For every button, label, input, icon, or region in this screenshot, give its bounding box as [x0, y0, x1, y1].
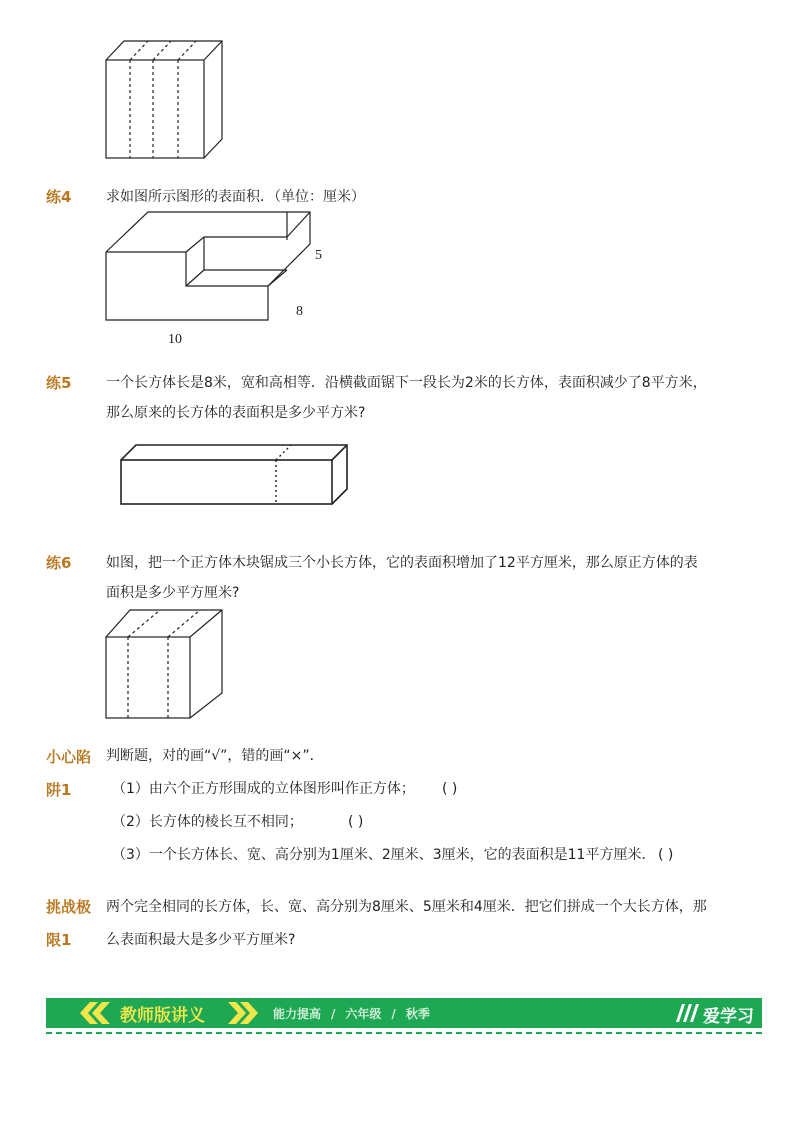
footer-dashed-divider [46, 1032, 762, 1034]
aixuexi-logo-icon [674, 1002, 702, 1024]
challenge-line1: 两个完全相同的长方体，长、宽、高分别为8厘米、5厘米和4厘米．把它们拼成一个大长方体，那 [106, 899, 707, 915]
trap-label-line1: 小心陷 [46, 748, 92, 766]
trap-item-3-blank: ( ) [658, 847, 674, 863]
trap-item-3-text: （3）一个长方体长、宽、高分别为1厘米、2厘米、3厘米，它的表面积是11平方厘米． [112, 847, 656, 863]
exercise-6-line2: 面积是多少平方厘米? [106, 585, 240, 601]
exercise-6-line1: 如图，把一个正方体木块锯成三个小长方体，它的表面积增加了12平方厘米，那么原正方体的表 [106, 555, 698, 571]
exercise-5-label: 练5 [46, 374, 72, 392]
exercise-6-label: 练6 [46, 554, 72, 572]
dimension-length: 10 [168, 332, 182, 347]
trap-label-line2: 阱1 [46, 781, 72, 799]
trap-item-1-blank: ( ) [442, 781, 458, 797]
double-chevron-left-icon [76, 1000, 116, 1026]
dimension-height: 5 [315, 248, 322, 263]
footer-breadcrumb [268, 1005, 435, 1022]
footer-title: 教师版讲义 [120, 1006, 205, 1026]
footer-crumb-3: 秋季 [405, 1007, 430, 1021]
double-chevron-right-icon [224, 1000, 264, 1026]
footer-banner [46, 998, 762, 1028]
footer-logo-text: 爱学习 [703, 1007, 754, 1027]
challenge-line2: 么表面积最大是多少平方厘米? [106, 932, 296, 948]
footer-crumb-1: 能力提高 [273, 1007, 322, 1021]
dimension-depth: 8 [296, 304, 303, 319]
exercise-5-line1: 一个长方体长是8米，宽和高相等．沿横截面锯下一段长为2米的长方体，表面积减少了8平方米， [106, 375, 707, 391]
footer-separator: / [331, 1007, 336, 1021]
trap-item-2-text: （2）长方体的棱长互不相同； [112, 814, 303, 830]
exercise-4-label: 练4 [46, 188, 72, 206]
trap-item-1-text: （1）由六个正方形围成的立体图形叫作正方体； [112, 781, 415, 797]
challenge-label-line2: 限1 [46, 931, 72, 949]
trap-item-2-blank: ( ) [348, 814, 364, 830]
footer-crumb-2: 六年级 [345, 1007, 382, 1021]
exercise-4-question: 求如图所示图形的表面积．（单位：厘米） [106, 189, 365, 205]
footer-separator: / [391, 1007, 396, 1021]
challenge-label-line1: 挑战极 [46, 898, 92, 916]
exercise-5-line2: 那么原来的长方体的表面积是多少平方米? [106, 405, 366, 421]
trap-intro: 判断题，对的画“√”，错的画“×”． [106, 748, 324, 764]
